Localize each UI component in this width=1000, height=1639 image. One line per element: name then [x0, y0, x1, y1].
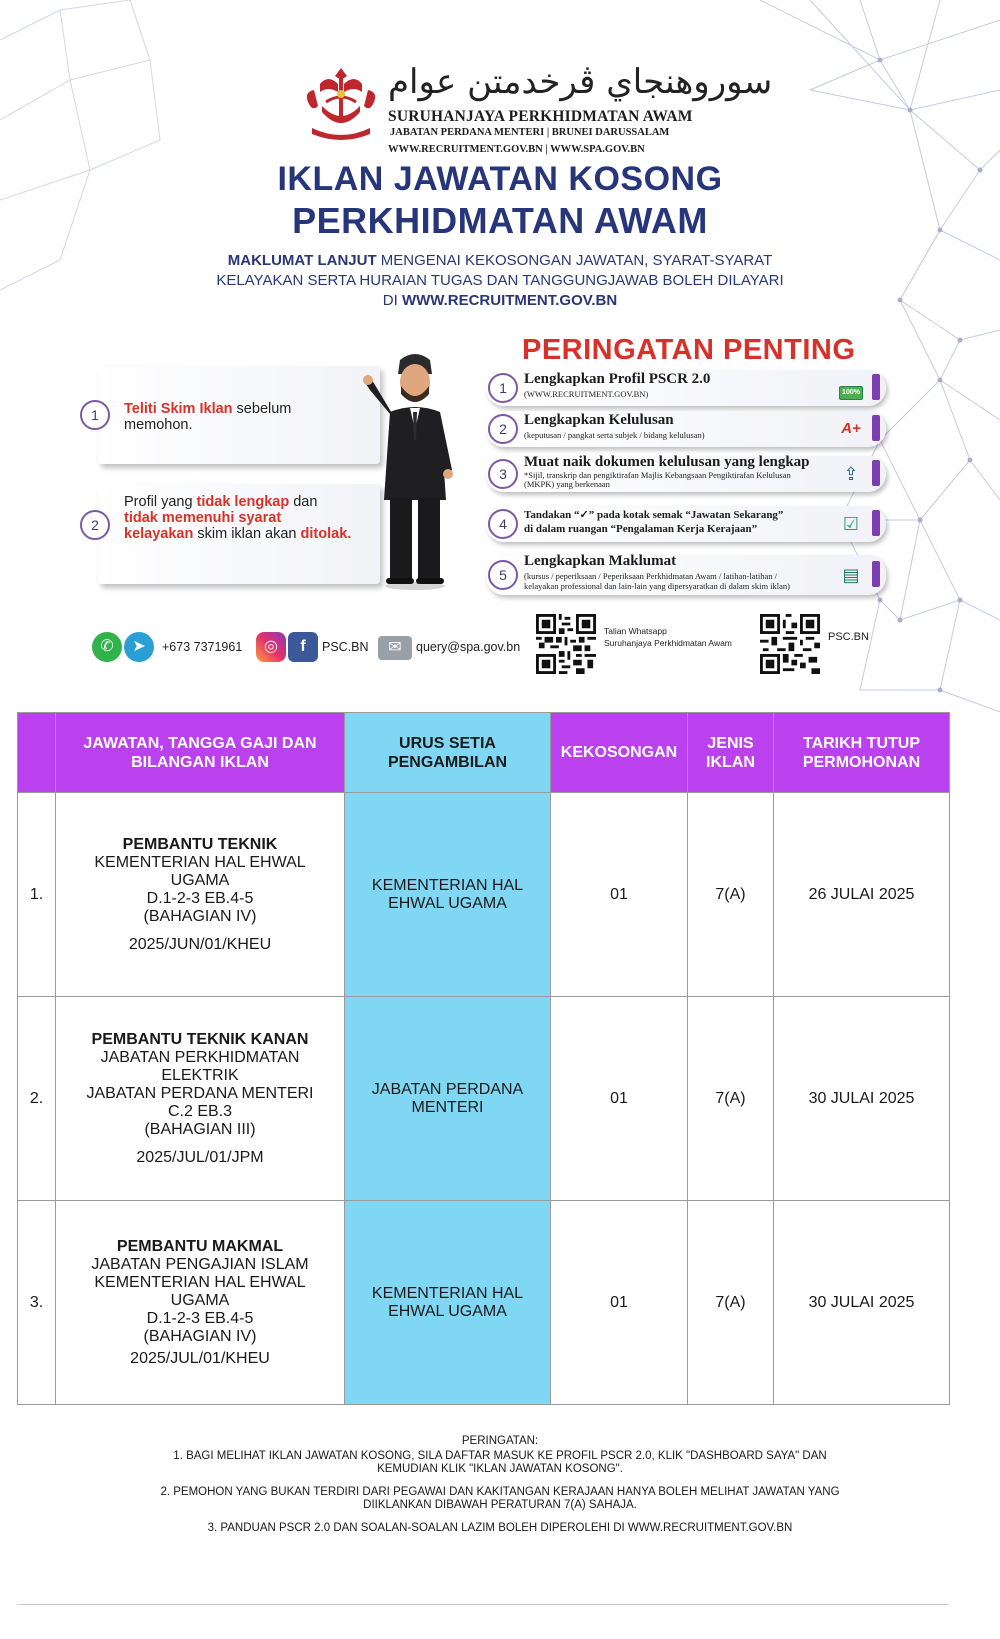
closing-date-cell: 30 JULAI 2025	[774, 1201, 950, 1405]
step-number: 3	[488, 459, 518, 489]
tip-1-highlight: Teliti Skim Iklan	[124, 401, 233, 417]
header-ad-type: JENIS IKLAN	[688, 713, 774, 793]
position-detail: JABATAN PERDANA MENTERI	[86, 1084, 314, 1102]
recruiting-secretariat-cell: KEMENTERIAN HAL EHWAL UGAMA	[345, 793, 551, 997]
row-number: 1.	[18, 793, 56, 997]
main-title-line-1: IKLAN JAWATAN KOSONG	[277, 160, 723, 198]
step-accent-bar	[872, 374, 880, 400]
step-title: Lengkapkan Profil PSCR 2.0	[524, 371, 711, 387]
info-line-3-prefix: DI	[382, 292, 402, 309]
closing-date-cell: 26 JULAI 2025	[774, 793, 950, 997]
info-line-2: KELAYAKAN SERTA HURAIAN TUGAS DAN TANGGUNGJAWAB BOLEH DILAYARI	[216, 272, 784, 289]
division: (BAHAGIAN IV)	[143, 1327, 257, 1345]
salary-scale: C.2 EB.3	[167, 1102, 233, 1120]
vacancy-cell: 01	[551, 997, 688, 1201]
instagram-icon[interactable]: ◎	[256, 632, 286, 662]
businessman-illustration	[360, 350, 470, 590]
tip-text-2	[124, 494, 354, 542]
table-row	[18, 1201, 950, 1405]
position-detail: UGAMA	[170, 871, 230, 889]
tip-2-highlight-3: ditolak.	[300, 526, 352, 542]
info-line-3	[0, 292, 1000, 309]
qr-code-whatsapp[interactable]	[536, 614, 596, 674]
notice-step-1	[486, 370, 886, 406]
position-detail: ELEKTRIK	[161, 1066, 239, 1084]
division: (BAHAGIAN III)	[144, 1120, 256, 1138]
closing-date-cell: 30 JULAI 2025	[774, 997, 950, 1201]
position-title: PEMBANTU MAKMAL	[116, 1237, 284, 1255]
header-closing-date: TARIKH TUTUP PERMOHONAN	[774, 713, 950, 793]
position-cell	[56, 1201, 345, 1405]
agency-header	[300, 62, 773, 162]
vacancy-table	[17, 712, 950, 1405]
ad-type-cell: 7(A)	[688, 997, 774, 1201]
header-vacancy: KEKOSONGAN	[551, 713, 688, 793]
notice-step-3	[486, 456, 886, 492]
position-detail: JABATAN PENGAJIAN ISLAM	[91, 1255, 309, 1273]
note-1-line-2: KEMUDIAN KLIK "IKLAN JAWATAN KOSONG".	[377, 1463, 623, 1475]
note-3: 3. PANDUAN PSCR 2.0 DAN SOALAN-SOALAN LAZIM BOLEH DIPEROLEHI DI WWW.RECRUITMENT.GOV.BN	[207, 1522, 793, 1534]
important-notice-title: PERINGATAN PENTING	[522, 334, 856, 366]
notice-step-4	[486, 506, 886, 542]
step-number: 1	[488, 373, 518, 403]
vacancy-cell: 01	[551, 1201, 688, 1405]
footer-notes	[0, 1435, 1000, 1535]
step-title: Muat naik dokumen kelulusan yang lengkap	[524, 454, 810, 470]
step-subtitle-2: (MKPK) yang berkenaan	[524, 479, 610, 489]
vacancy-cell: 01	[551, 793, 688, 997]
whatsapp-icon[interactable]: ✆	[92, 632, 122, 662]
tip-text-1	[124, 401, 354, 433]
battery-full-icon	[838, 376, 864, 400]
agency-websites: WWW.RECRUITMENT.GOV.BN | WWW.SPA.GOV.BN	[388, 144, 645, 155]
tip-2-highlight-1: tidak lengkap	[196, 494, 290, 510]
tip-2-part-b: dan	[289, 494, 318, 510]
step-number: 4	[488, 509, 518, 539]
recruitment-poster	[0, 0, 1000, 712]
notice-step-2	[486, 411, 886, 447]
position-detail: KEMENTERIAN HAL EHWAL	[94, 1273, 306, 1291]
step-title: Lengkapkan Maklumat	[524, 553, 677, 569]
certificate-icon: ▤	[842, 565, 860, 585]
facebook-icon[interactable]: f	[288, 632, 318, 662]
note-1-line-1: 1. BAGI MELIHAT IKLAN JAWATAN KOSONG, SILA DAFTAR MASUK KE PROFIL PSCR 2.0, KLIK "DASHBOARD SAYA" DAN	[173, 1450, 827, 1462]
tip-1-rest: sebelum memohon.	[124, 401, 292, 433]
step-subtitle: (WWW.RECRUITMENT.GOV.BN)	[524, 389, 649, 399]
info-bold-label: MAKLUMAT LANJUT	[227, 252, 377, 269]
qr-code-psc[interactable]	[760, 614, 820, 674]
step-accent-bar	[872, 510, 880, 536]
division: (BAHAGIAN IV)	[143, 907, 257, 925]
ad-type-cell: 7(A)	[688, 793, 774, 997]
table-header-row	[18, 713, 950, 793]
ad-reference: 2025/JUL/01/JPM	[136, 1148, 264, 1166]
recruiting-secretariat-cell: KEMENTERIAN HAL EHWAL UGAMA	[345, 1201, 551, 1405]
main-title-line-2: PERKHIDMATAN AWAM	[292, 200, 708, 241]
table-row	[18, 997, 950, 1201]
header-position: JAWATAN, TANGGA GAJI DAN BILANGAN IKLAN	[56, 713, 345, 793]
tip-number-1: 1	[80, 400, 110, 430]
qr-caption-psc: PSC.BN	[828, 631, 869, 643]
agency-subtitle: JABATAN PERDANA MENTERI | BRUNEI DARUSSALAM	[390, 127, 670, 138]
position-cell	[56, 793, 345, 997]
ad-reference: 2025/JUN/01/KHEU	[128, 935, 272, 953]
qr-caption-line-1: Talian Whatsapp	[604, 626, 667, 636]
ad-type-cell: 7(A)	[688, 1201, 774, 1405]
brunei-crest-logo	[300, 62, 382, 144]
recruitment-url[interactable]: WWW.RECRUITMENT.GOV.BN	[401, 292, 618, 309]
header-recruiting-secretariat: URUS SETIA PENGAMBILAN	[345, 713, 551, 793]
tip-2-part-c: skim iklan akan	[193, 526, 301, 542]
agency-name: SURUHANJAYA PERKHIDMATAN AWAM	[388, 108, 693, 125]
phone-number[interactable]: +673 7371961	[162, 640, 243, 654]
notice-step-5	[486, 555, 886, 595]
step-title: Tandakan “✓” pada kotak semak “Jawatan Sekarang”	[524, 509, 784, 521]
step-subtitle: (kursus / peperiksaan / Peperiksaan Perkhidmatan Awam / latihan-latihan /	[524, 571, 777, 581]
header-number	[18, 713, 56, 793]
checkbox-checked-icon: ☑	[842, 514, 860, 534]
bottom-divider	[17, 1604, 949, 1605]
tip-2-highlight-2: tidak memenuhi syarat kelayakan	[124, 510, 282, 542]
table-row	[18, 793, 950, 997]
position-title: PEMBANTU TEKNIK KANAN	[91, 1030, 309, 1048]
step-accent-bar	[872, 460, 880, 486]
upload-icon: ⇪	[843, 464, 859, 484]
jawi-agency-name: سوروهنجاي ڤرخدمتن عوام	[388, 62, 773, 102]
step-subtitle: di dalam ruangan “Pengalaman Kerja Kerajaan”	[524, 523, 758, 535]
step-accent-bar	[872, 561, 880, 587]
note-2-line-1: 2. PEMOHON YANG BUKAN TERDIRI DARI PEGAWAI DAN KAKITANGAN KERAJAAN HANYA BOLEH MELIHAT JAWATAN YANG	[160, 1486, 840, 1498]
position-detail: JABATAN PERKHIDMATAN	[100, 1048, 300, 1066]
step-number: 5	[488, 560, 518, 590]
email-address[interactable]: query@spa.gov.bn	[416, 640, 521, 654]
note-2-line-2: DIIKLANKAN DIBAWAH PERATURAN 7(A) SAHAJA.	[363, 1499, 637, 1511]
step-number: 2	[488, 414, 518, 444]
social-handle[interactable]: PSC.BN	[322, 640, 369, 654]
salary-scale: D.1-2-3 EB.4-5	[146, 889, 254, 907]
tip-2-part-a: Profil yang	[124, 494, 197, 510]
position-detail: KEMENTERIAN HAL EHWAL	[94, 853, 306, 871]
row-number: 3.	[18, 1201, 56, 1405]
telegram-icon[interactable]: ➤	[124, 632, 154, 662]
step-subtitle: (keputusan / pangkat serta subjek / bidang kelulusan)	[524, 430, 705, 440]
step-title: Lengkapkan Kelulusan	[524, 412, 674, 428]
notes-title: PERINGATAN:	[461, 1435, 539, 1447]
position-title: PEMBANTU TEKNIK	[122, 835, 278, 853]
recruiting-secretariat-cell: JABATAN PERDANA MENTERI	[345, 997, 551, 1201]
battery-percent-label: 100%	[839, 386, 863, 400]
contact-row	[92, 614, 912, 684]
row-number: 2.	[18, 997, 56, 1201]
ad-reference: 2025/JUL/01/KHEU	[130, 1349, 270, 1367]
position-cell	[56, 997, 345, 1201]
grade-a-plus-icon: A+	[841, 420, 861, 437]
tip-number-2: 2	[80, 510, 110, 540]
qr-caption-line-2: Suruhanjaya Perkhidmatan Awam	[604, 638, 732, 648]
salary-scale: D.1-2-3 EB.4-5	[146, 1309, 254, 1327]
step-subtitle: *Sijil, transkrip dan pengiktirafan Majlis Kebangsaan Pengiktirafan Kelulusan	[524, 470, 791, 480]
step-subtitle-2: kelayakan professional dan lain-lain yang dipersyaratkan di dalam skim iklan)	[524, 581, 791, 591]
email-icon: ✉	[378, 636, 412, 660]
info-line-1-text: MENGENAI KEKOSONGAN JAWATAN, SYARAT-SYARAT	[376, 252, 773, 269]
position-detail: UGAMA	[170, 1291, 230, 1309]
info-line-1	[0, 252, 1000, 269]
step-accent-bar	[872, 415, 880, 441]
